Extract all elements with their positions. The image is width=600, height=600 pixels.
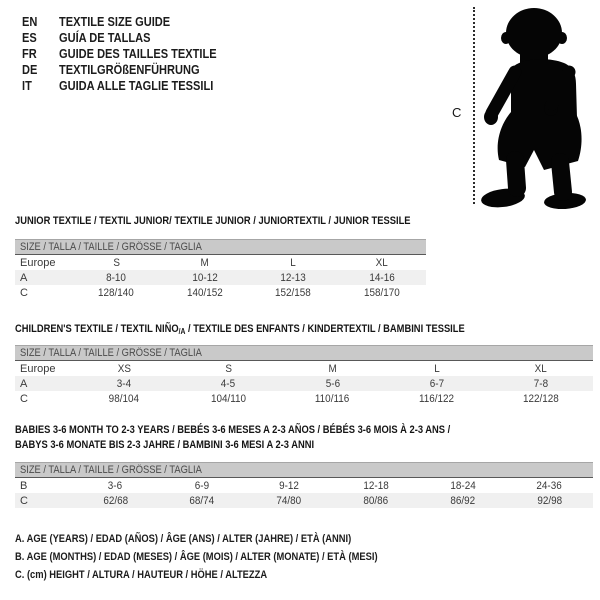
footnote-b: B. AGE (MONTHS) / EDAD (MESES) / ÂGE (MOIS) / ALTER (MONATE) / ETÀ (MESI)	[15, 551, 378, 563]
page-title-it: GUIDA ALLE TAGLIE TESSILI	[59, 77, 214, 93]
size-cell: S	[224, 362, 232, 375]
page-title-de: TEXTILGRÖßENFÜHRUNG	[59, 61, 200, 77]
language-row	[22, 13, 244, 29]
row-label: B	[20, 479, 28, 492]
height-cell: 128/140	[98, 286, 135, 299]
age-cell: 4-5	[221, 377, 236, 390]
age-cell: 3-6	[108, 479, 123, 492]
age-cell: 18-24	[450, 479, 476, 492]
language-code: DE	[22, 61, 38, 77]
language-row	[22, 77, 244, 93]
size-cell: L	[433, 362, 440, 375]
size-header-bar: SIZE / TALLA / TAILLE / GRÖSSE / TAGLIA	[15, 345, 593, 361]
age-cell: 6-9	[195, 479, 210, 492]
height-cell: 62/68	[103, 494, 128, 507]
page-title-es: GUÍA DE TALLAS	[59, 29, 151, 45]
height-cell: 158/170	[363, 286, 400, 299]
babies-size-table	[15, 462, 593, 508]
table-row	[15, 285, 426, 300]
children-size-table	[15, 345, 593, 406]
language-code: IT	[22, 77, 32, 93]
language-row	[22, 45, 244, 61]
language-title-block	[22, 13, 244, 93]
size-cell: M	[328, 362, 337, 375]
language-code: EN	[22, 13, 38, 29]
height-cell: 110/116	[315, 392, 350, 405]
height-cell: 68/74	[189, 494, 215, 507]
footnote-c: C. (cm) HEIGHT / ALTURA / HAUTEUR / HÖHE / ALTEZZA	[15, 569, 268, 581]
height-cell: 92/98	[537, 494, 562, 507]
height-dotted-line	[473, 7, 475, 204]
baby-silhouette-icon	[481, 4, 596, 209]
table-row	[15, 361, 593, 376]
age-cell: 12-18	[363, 479, 389, 492]
size-cell: XL	[534, 362, 547, 375]
row-label: C	[20, 286, 28, 299]
size-cell: XL	[375, 256, 388, 269]
junior-size-table	[15, 239, 426, 300]
height-cell: 122/128	[523, 392, 559, 405]
height-cell: 116/122	[419, 392, 455, 405]
row-label: Europe	[20, 362, 56, 375]
height-measure-label: C	[452, 105, 462, 120]
height-cell: 74/80	[276, 494, 302, 507]
row-label: A	[20, 377, 28, 390]
row-label: C	[20, 494, 28, 507]
language-code: FR	[22, 45, 37, 61]
page-title-fr: GUIDE DES TAILLES TEXTILE	[59, 45, 217, 61]
table-row	[15, 391, 593, 406]
age-cell: 7-8	[533, 377, 549, 390]
table-row	[15, 493, 593, 508]
table-row	[15, 270, 426, 285]
language-row	[22, 29, 244, 45]
age-cell: 5-6	[325, 377, 340, 390]
language-code: ES	[22, 29, 37, 45]
height-cell: 140/152	[186, 286, 223, 299]
table-row	[15, 376, 593, 391]
age-cell: 9-12	[279, 479, 299, 492]
age-cell: 8-10	[106, 271, 127, 284]
row-label: C	[20, 392, 28, 405]
height-cell: 104/110	[210, 392, 246, 405]
size-cell: XS	[117, 362, 131, 375]
age-cell: 10-12	[192, 271, 218, 284]
table-row	[15, 255, 426, 270]
junior-table-title: JUNIOR TEXTILE / TEXTIL JUNIOR/ TEXTILE JUNIOR / JUNIORTEXTIL / JUNIOR TESSILE	[15, 215, 411, 227]
row-label: Europe	[20, 256, 56, 269]
age-cell: 6-7	[429, 377, 444, 390]
height-figure	[445, 4, 597, 208]
size-header-bar: SIZE / TALLA / TAILLE / GRÖSSE / TAGLIA	[15, 462, 593, 478]
row-label: A	[20, 271, 28, 284]
table-row	[15, 478, 593, 493]
language-row	[22, 61, 244, 77]
height-cell: 98/104	[108, 392, 140, 405]
height-cell: 86/92	[450, 494, 476, 507]
page-title: TEXTILE SIZE GUIDE	[59, 13, 171, 29]
age-cell: 24-36	[536, 479, 563, 492]
footnote-a: A. AGE (YEARS) / EDAD (AÑOS) / ÂGE (ANS) / ALTER (JAHRE) / ETÀ (ANNI)	[15, 533, 352, 545]
babies-table-title-line2: BABYS 3-6 MONATE BIS 2-3 JAHRE / BAMBINI 3-6 MESI A 2-3 ANNI	[15, 439, 315, 451]
age-cell: 14-16	[369, 271, 395, 284]
age-cell: 12-13	[280, 271, 306, 284]
size-cell: M	[200, 256, 209, 269]
size-cell: L	[290, 256, 297, 269]
height-cell: 152/158	[275, 286, 312, 299]
size-cell: S	[112, 256, 120, 269]
babies-table-title-line1: BABIES 3-6 MONTH TO 2-3 YEARS / BEBÉS 3-6 MESES A 2-3 AÑOS / BÉBÉS 3-6 MOIS À 2-3 ANS /	[15, 424, 451, 436]
age-cell: 3-4	[116, 377, 132, 390]
size-header-bar: SIZE / TALLA / TAILLE / GRÖSSE / TAGLIA	[15, 239, 426, 255]
children-table-title: CHILDREN'S TEXTILE / TEXTIL NIÑO/A / TEXTILE DES ENFANTS / KINDERTEXTIL / BAMBINI TESSILE	[15, 323, 465, 336]
height-cell: 80/86	[363, 494, 389, 507]
footnotes	[15, 533, 442, 587]
